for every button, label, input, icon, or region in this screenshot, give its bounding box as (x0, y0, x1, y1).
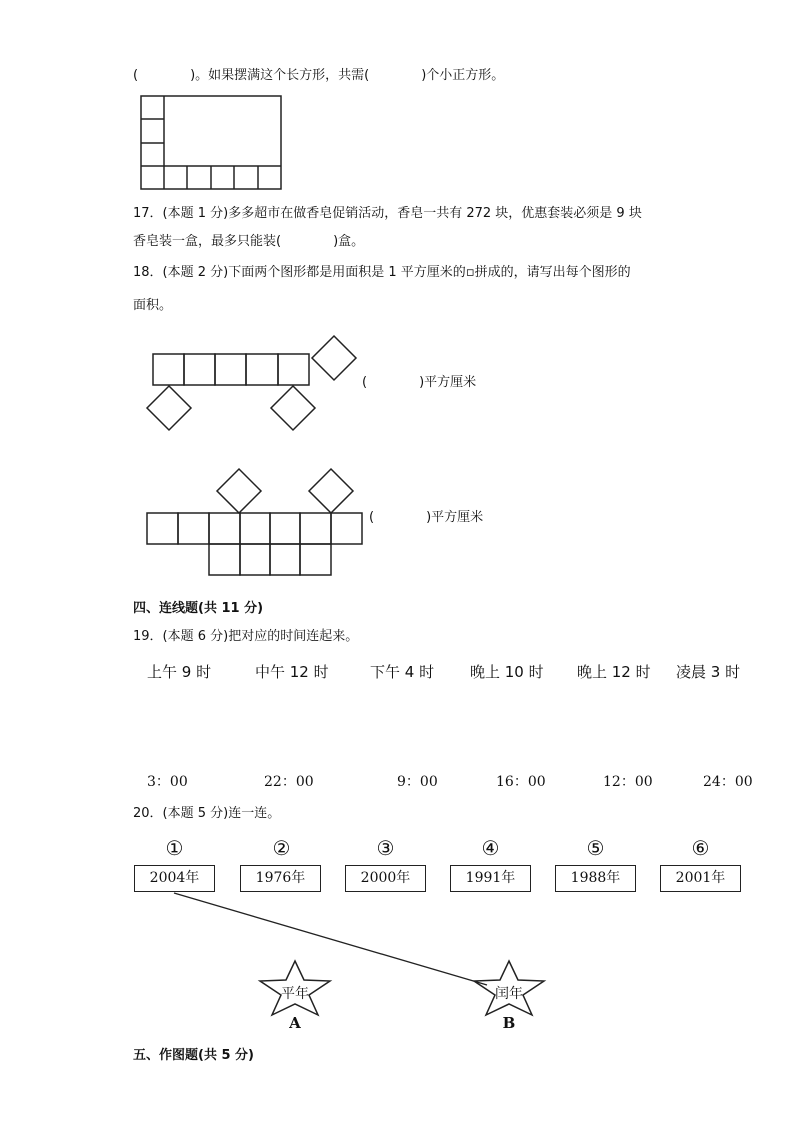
q19-clock-5: 12：00 (603, 774, 653, 790)
q18-line-1: 18．(本题 2 分)下面两个图形都是用面积是 1 平方厘米的▫拼成的，请写出每个图形的 (133, 265, 631, 280)
q20-connect-line (174, 893, 487, 985)
q19-time-6: 凌晨 3 时 (676, 663, 741, 681)
q20-year-box-6: 2001年 (660, 865, 741, 892)
q19-clock-2: 22：00 (264, 774, 314, 790)
q19-clock-1: 3：00 (147, 774, 188, 790)
q16-text: ( )。如果摆满这个长方形，共需( )个小正方形。 (133, 68, 505, 83)
star-a-label: 平年 (281, 986, 309, 1002)
star-b-label: 闰年 (495, 986, 523, 1002)
q19-text: 19．(本题 6 分)把对应的时间连起来。 (133, 629, 359, 644)
section-4-heading: 四、连线题(共 11 分) (133, 601, 264, 616)
star-b-letter: B (502, 1014, 516, 1032)
q18-answer-1: ( )平方厘米 (362, 375, 477, 390)
q18-answer-2: ( )平方厘米 (369, 510, 484, 525)
q20-number-5: ⑤ (586, 836, 605, 860)
q18-line-2: 面积。 (133, 298, 173, 313)
q20-year-box-4: 1991年 (450, 865, 531, 892)
q19-clock-3: 9：00 (397, 774, 438, 790)
q19-time-2: 中午 12 时 (255, 663, 329, 681)
q20-number-2: ② (272, 836, 291, 860)
q19-time-1: 上午 9 时 (147, 663, 212, 681)
q18-figure-1 (147, 336, 356, 430)
q19-time-4: 晚上 10 时 (470, 663, 544, 681)
q16-rectangle-figure (141, 96, 281, 189)
q20-number-4: ④ (481, 836, 500, 860)
q18-figure-2 (147, 469, 362, 575)
q19-time-3: 下午 4 时 (370, 663, 435, 681)
q20-year-box-5: 1988年 (555, 865, 636, 892)
q20-year-box-3: 2000年 (345, 865, 426, 892)
section-5-heading: 五、作图题(共 5 分) (133, 1048, 254, 1063)
q20-number-1: ① (165, 836, 184, 860)
q17-line-1: 17．(本题 1 分)多多超市在做香皂促销活动，香皂一共有 272 块，优惠套装必须是 9 块 (133, 206, 642, 221)
q19-clock-4: 16：00 (496, 774, 546, 790)
q20-number-3: ③ (376, 836, 395, 860)
q20-text: 20．(本题 5 分)连一连。 (133, 806, 281, 821)
q19-clock-6: 24：00 (703, 774, 753, 790)
q19-time-5: 晚上 12 时 (577, 663, 651, 681)
q20-year-box-2: 1976年 (240, 865, 321, 892)
q20-year-box-1: 2004年 (134, 865, 215, 892)
q20-number-6: ⑥ (691, 836, 710, 860)
star-a-letter: A (289, 1014, 301, 1032)
q17-line-2: 香皂装一盒，最多只能装( )盒。 (133, 234, 365, 249)
